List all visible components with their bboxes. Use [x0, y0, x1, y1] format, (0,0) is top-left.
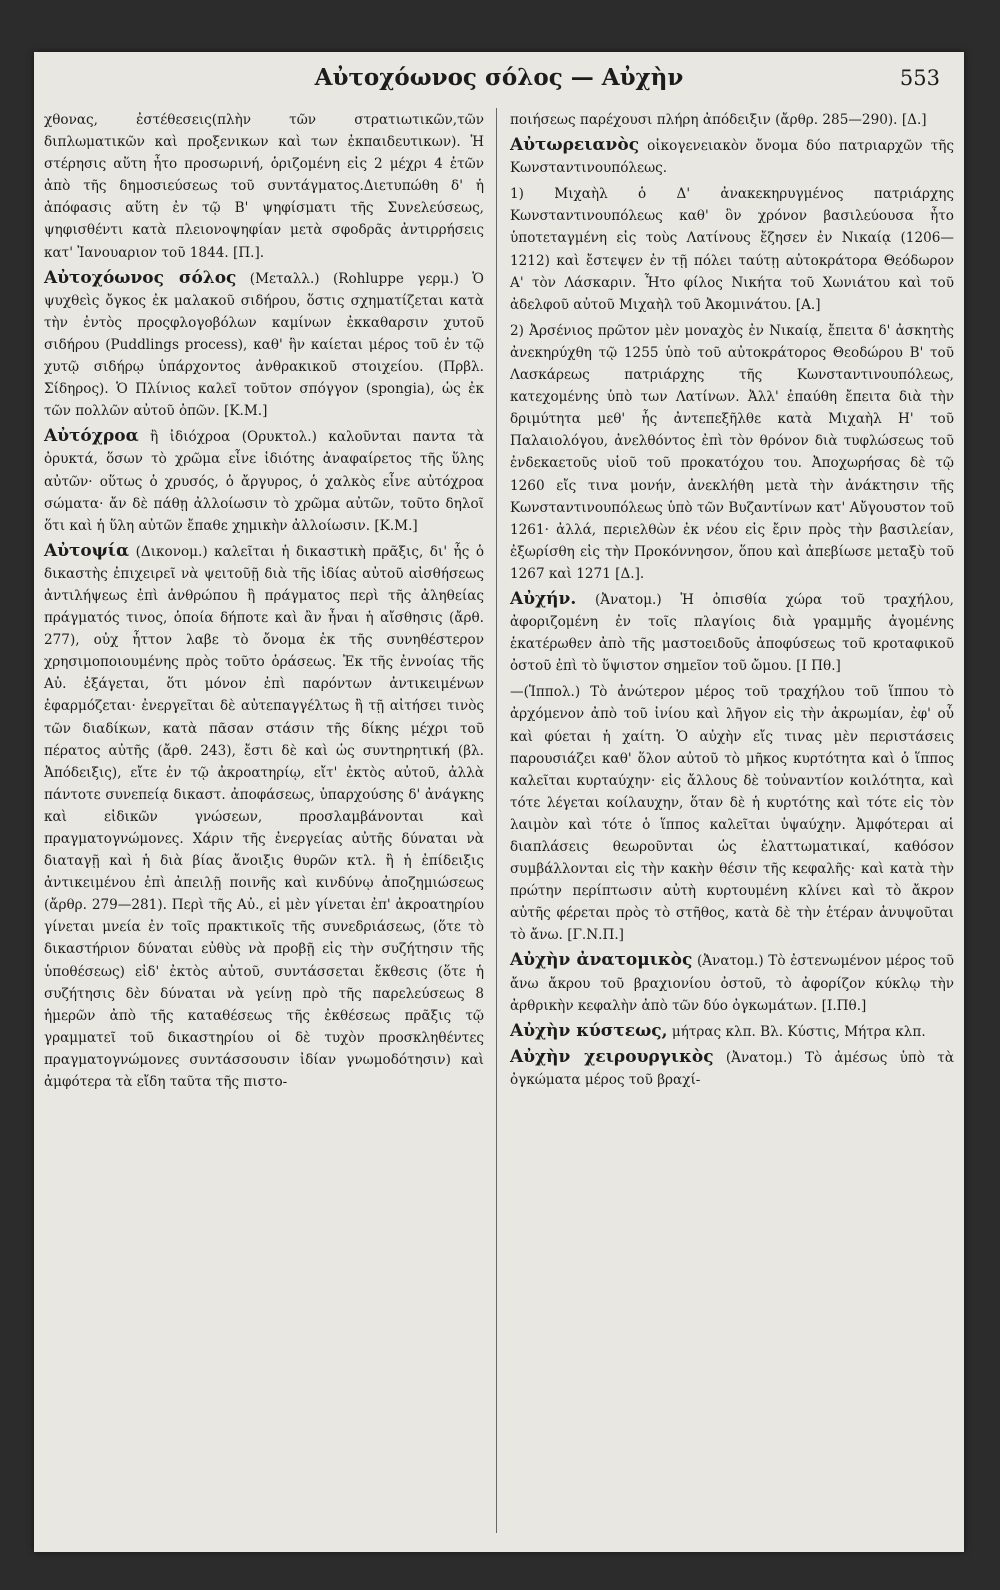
- entry-headword: Αὐτοψία: [44, 540, 130, 561]
- entry-text: (Δικονομ.) καλεῖται ἡ δικαστικὴ πρᾶξις, δι' ἧς ὁ δικαστὴς ἐπιχειρεῖ νὰ ψειτοῦῇ διὰ τῆς ἰδίας αὐτοῦ αἰσθήσεως ἀντιλήψεως ἐπὶ ἀνθρώπου ἢ πράγματος περὶ τῆς ἀληθείας πράγματός τινος, ὁποία δήποτε καὶ ἂν ἦναι ἡ αἴσθησις (ἄρθ. 277), οὐχ ἧττον λαβε τὸ ὄνομα ἐκ τῆς συνηθέστερον χρησιμοποιουμένης πρὸς τοῦτο ὁράσεως. Ἐκ τῆς ἐννοίας τῆς Αὐ. ἐξάγεται, ὅτι μόνον ἐπὶ παρόντων ἀντικειμένων ἐφαρμόζεται· ἐνεργεῖται δὲ αὐτεπαγγέλτως ἢ τῇ αἰτήσει τινὸς τῶν διαδίκων, κατὰ πᾶσαν στάσιν τῆς δίκης μέχρι τοῦ πέρατος αὐτῆς (ἄρθ. 243), ἔστι δὲ καὶ ὡς συντηρητική (βλ. Ἀπόδειξις), εἴτε ἐν τῷ ἀκροατηρίῳ, εἴτ' ἐκτὸς αὐτοῦ, ἀλλὰ πάντοτε συνεπείᾳ δικαστ. ἀποφάσεως, ὑπαρχούσης δ' ἀνάγκης καὶ εἰδικῶν γνώσεων, προσλαμβάνονται καὶ πραγματογνώμονες. Χάριν τῆς ἐνεργείας αὐτῆς δύναται νὰ διαταγῇ καὶ ἡ διὰ βίας ἄνοιξις θυρῶν κτλ. ἢ ἡ ἐπίδειξις ἀντικειμένου ἐπὶ ἀπειλῇ ποινῆς καὶ κινδύνῳ ἀποζημιώσεως (ἄρθρ. 279—281). Περὶ τῆς Αὐ., εἰ μὲν γίνεται ἐπ' ἀκροατηρίου γίνεται μνεία ἐν τοῖς πρακτικοῖς τῆς συνεδριάσεως, (ὅτε τὸ δικαστήριον δύναται εὐθὺς νὰ προβῇ εἰς τὴν συζήτησιν τῆς ὑποθέσεως) εἰδ' ἐκτὸς αὐτοῦ, συντάσσεται ἔκθεσις (ὅτε ἡ συζήτησις δὲν δύναται νὰ γείνῃ πρὸ τῆς παρελεύσεως 8 ἡμερῶν ἀπὸ τῆς καταθέσεως τῆς ἐκθέσεως πρᾶξις τῷ γραμματεῖ τοῦ δικαστηρίου οἱ δὲ τυχὸν προσκληθέντες πραγματογνώμονες συντάσσουσιν ἰδίαν γνωμοδότησιν) καὶ ἀμφότερα τὰ εἴδη ταῦτα τῆς πιστο-: [44, 543, 484, 1091]
- entry: [44, 425, 484, 536]
- dictionary-page: [34, 52, 964, 1552]
- entry: [44, 267, 484, 423]
- entry-text: (Μεταλλ.) (Rohluppe γερμ.) Ὁ ψυχθεὶς ὄγκος ἐκ μαλακοῦ σιδήρου, ὅστις σχηματίζεται κατὰ τὴν ἐντὸς προςφλογοβόλων καμίνων ἐκκαθαρσιν χυτοῦ σιδήρου (Puddlings process), καθ' ἣν καίεται μέρος τοῦ ἐν τῷ χυτῷ σιδήρῳ ὑπάρχοντος ἀνθρακικοῦ στοιχείου. (Πρβλ. Σίδηρος). Ὁ Πλίνιος καλεῖ τοῦτον σπόγγον (spongia), ὡς ἐκ τῶν πολλῶν αὐτοῦ ὀπῶν. [Κ.Μ.]: [44, 270, 484, 420]
- entry: [510, 1020, 954, 1043]
- entry-text: οἰκογενειακὸν ὄνομα δύο πατριαρχῶν τῆς Κωνσταντινουπόλεως.: [510, 138, 954, 177]
- entry-headword: Αὐτωρειανὸς: [510, 135, 640, 156]
- entry: [44, 108, 484, 264]
- entry-text: χθονας, ἐστέθεσεις(πλὴν τῶν στρατιωτικῶν,τῶν διπλωματικῶν καὶ προξενικων καὶ των ἐκπαιδευτικων). Ἡ στέρησις αὕτη ἦτο προσωρινή, ὁριζομένη εἰς 2 μέχρι 4 ἐτῶν ἀπὸ τῆς δημοσιεύσεως τοῦ συντάγματος.Διετυπώθη δ' ἡ ἀπόφασις αὕτη ἐν τῷ Β' ψηφίσματι τῆς Συνελεύσεως, ψηφισθέντι κατὰ πλειονοψηφίαν μετὰ σφοδρᾶς ἀντιρρήσεις κατ' Ἰανουαριον τοῦ 1844. [Π.].: [44, 112, 484, 261]
- running-header: [34, 62, 964, 102]
- entry-headword: Αὐχὴν χειρουργικὸς: [510, 1046, 714, 1067]
- entry: [44, 540, 484, 1093]
- entry-text: 1) Μιχαὴλ ὁ Δ' ἀνακεκηρυγμένος πατριάρχης Κωνσταντινουπόλεως καθ' ὃν χρόνον βασιλεύουσα ἦτο ὑποτεταγμένη εἰς τοὺς Λατίνους ἔζησεν ἐν Νικαίᾳ (1206—1212) καὶ ἔστεψεν ἐν τῇ πόλει ταύτῃ αὐτοκράτορα Θεόδωρον Α' τὸν Λάσκαριν. Ἦτο φίλος Νικήτα τοῦ Χωνιάτου καὶ τοῦ ἀδελφοῦ αὐτοῦ Μιχαὴλ τοῦ Ἀκομινάτου. [Α.]: [510, 186, 954, 313]
- entry-headword: Αὐτοχόωνος σόλος: [44, 267, 237, 288]
- page-number: 553: [899, 66, 940, 90]
- header-title: Αὐτοχόωνος σόλος — Αὐχὴν: [314, 64, 684, 91]
- entry-text: μήτρας κλπ. Βλ. Κύστις, Μήτρα κλπ.: [671, 1023, 926, 1040]
- entry-headword: Αὐχὴν κύστεως,: [510, 1020, 668, 1041]
- column-divider: [496, 108, 497, 1533]
- entry-text: (Ἀνατομ.) Ἡ ὀπισθία χώρα τοῦ τραχήλου, ἀφοριζομένη ἐν τοῖς πλαγίοις διὰ γραμμῆς ἀγομένης ἑκατέρωθεν ἀπὸ τῆς μαστοειδοῦς ἀποφύσεως τοῦ κροταφικοῦ ὀστοῦ ἐπὶ τὸ ὕψιστον σημεῖον τοῦ ὤμου. [Ι Πθ.]: [510, 591, 954, 675]
- entry-headword: Αὐχήν.: [510, 588, 577, 609]
- right-column: [510, 108, 954, 1094]
- entry: [510, 182, 954, 316]
- entry-text: ποιήσεως παρέχουσι πλήρη ἀπόδειξιν (ἄρθρ. 285—290). [Δ.]: [510, 112, 927, 128]
- entry-text: (Ἀνατομ.) Τὸ ἐστενωμένον μέρος τοῦ ἄνω ἄκρου τοῦ βραχιονίου ὀστοῦ, τὸ ἀφορίζον κύκλῳ τὴν ἀρθρικὴν κεφαλὴν ἀπὸ τῶν δύο ὀγκωμάτων. [Ι.Πθ.]: [510, 953, 954, 1014]
- entry: [510, 134, 954, 179]
- entry: [510, 1046, 954, 1091]
- entry-headword: Αὐτόχροα: [44, 426, 139, 447]
- left-column: [44, 108, 484, 1096]
- entry: [510, 108, 954, 131]
- entry: [510, 588, 954, 677]
- entry-text: (Ἀνατομ.) Τὸ ἀμέσως ὑπὸ τὰ ὀγκώματα μέρος τοῦ βραχί-: [510, 1049, 955, 1088]
- entry: [510, 319, 954, 585]
- entry: [510, 949, 954, 1016]
- entry-text: ἢ ἰδιόχροα (Ορυκτολ.) καλοῦνται παντα τὰ ὀρυκτά, ὅσων τὸ χρῶμα εἶνε ἰδιότης ἀναφαίρετος τῆς ὕλης αὐτῶν· οὕτως ὁ χρυσός, ὁ ἄργυρος, ὁ χαλκὸς εἶνε αὐτόχροα σώματα· ἄν δὲ πάθῃ ἀλλοίωσιν τὸ χρῶμα αὐτῶν, τοῦτο δηλοῖ ὅτι καὶ ἡ ὕλη αὐτῶν ἔπαθε χημικὴν ἀλλοίωσιν. [Κ.Μ.]: [44, 429, 484, 534]
- entry-headword: Αὐχὴν ἀνατομικὸς: [510, 950, 693, 971]
- entry-text: —(Ἱππολ.) Τὸ ἀνώτερον μέρος τοῦ τραχήλου τοῦ ἵππου τὸ ἀρχόμενον ἀπὸ τοῦ ἰνίου καὶ λῆγον εἰς τὴν ἀκρωμίαν, ἐφ' οὗ καὶ φύεται ἡ χαίτη. Ὁ αὐχὴν εἴς τινας μὲν περιστάσεις παρουσιάζει καθ' ὅλον αὐτοῦ τὸ μῆκος κυρτότητα καὶ ὁ ἵππος καλεῖται κυρταύχην· εἰς ἄλλους δὲ τοὐναντίον κοιλότητα, καὶ τότε λέγεται κοίλαυχην, ὅταν δὲ ἡ κυρτότης καὶ τότε εἰς τὸν λαιμὸν καὶ τότε ὁ ἵππος καλεῖται ὑψαύχην. Ἀμφότεραι αἱ διαπλάσεις θεωροῦνται ὡς ἐλαττωματικαί, καθόσον συμβάλλονται εἰς τὴν κακὴν θέσιν τῆς κεφαλῆς· καὶ κατὰ τὴν πρώτην περίπτωσιν αὐτὴ κυρτουμένη κλίνει καὶ τὸ ἄκρον αὐτῆς φέρεται πρὸς τὸ στῆθος, κατὰ δὲ τὴν ἑτέραν ἀνυψοῦται τὸ ἄνω. [Γ.Ν.Π.]: [510, 684, 954, 944]
- entry: [510, 680, 954, 946]
- entry-text: 2) Ἀρσένιος πρῶτον μὲν μοναχὸς ἐν Νικαίᾳ, ἔπειτα δ' ἀσκητὴς ἀνεκηρύχθη τῷ 1255 ὑπὸ τοῦ αὐτοκράτορος Θεοδώρου Β' τοῦ Λασκάρεως πατριάρχης τῆς Κωνσταντινουπόλεως, κατεχομένης ὑπὸ των Λατίνων. Ἀλλ' ἐπαύθη ἔπειτα διὰ τὴν δριμύτητα μεθ' ἧς ἀντεπεξῆλθε κατὰ Μιχαὴλ Η' τοῦ Παλαιολόγου, ἀνελθόντος ἐπὶ τὸν θρόνον διὰ τυφλώσεως τοῦ ἐνδεκαετοῦς υἱοῦ τοῦ προκατόχου του. Ἀποχωρήσας δὲ τῷ 1260 εἴς τινα μονήν, ἀνεκλήθη μετὰ τὴν ἀνάκτησιν τῆς Κωνσταντινουπόλεως ὑπὸ τῶν Βυζαντίνων κατ' Αὔγουστον τοῦ 1261· ἀλλά, περιελθὼν ἐκ νέου εἰς ἔριν πρὸς τὴν βασιλείαν, ἐξωρίσθη εἰς τὴν Προκόννησον, ὅπου καὶ ἀπεβίωσε μεταξὺ τοῦ 1267 καὶ 1271 [Δ.].: [510, 322, 954, 582]
